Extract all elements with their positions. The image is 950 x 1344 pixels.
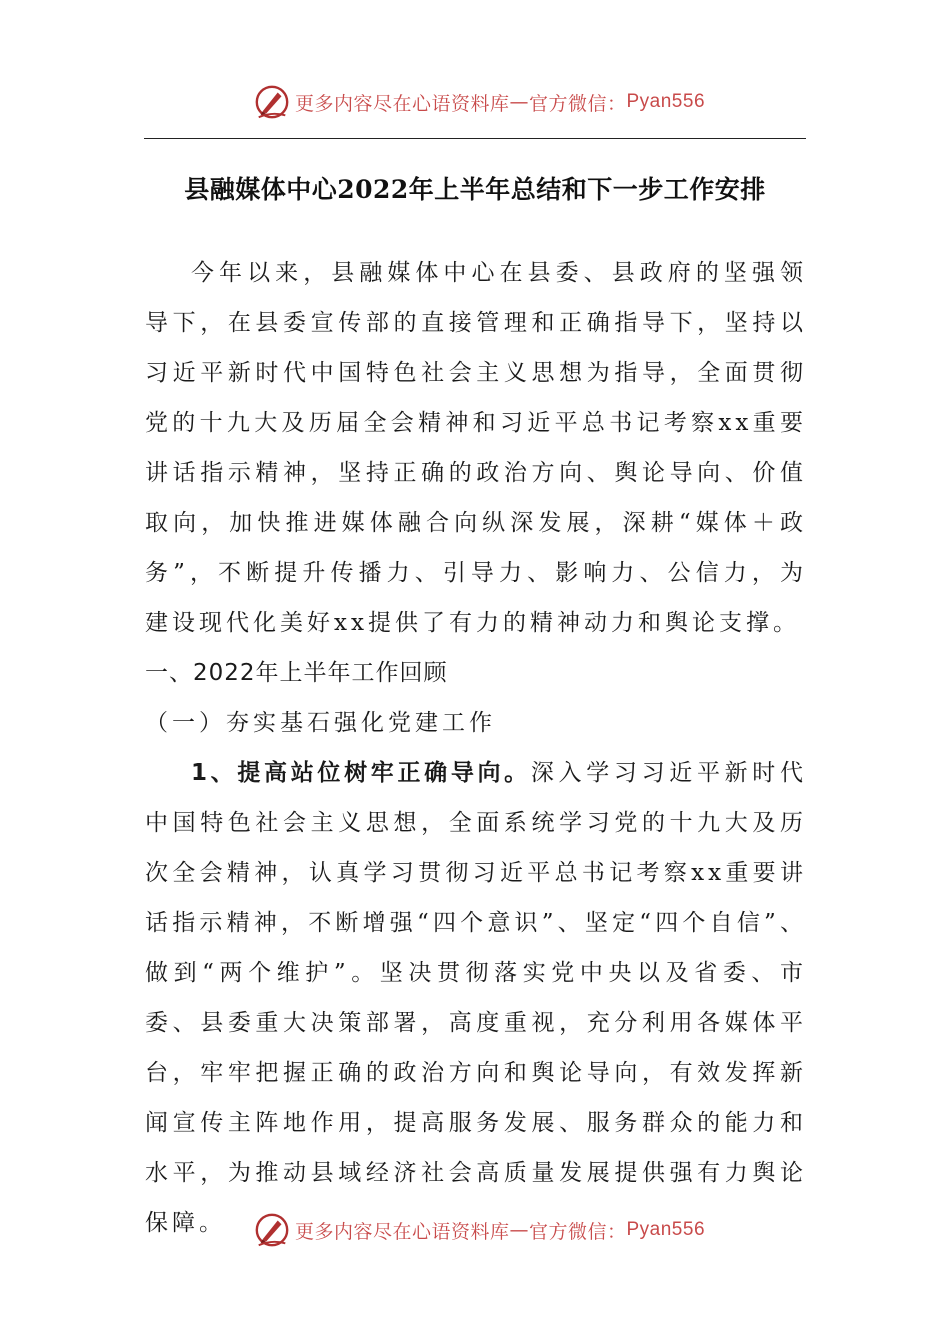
footer-watermark <box>0 1208 950 1252</box>
watermark-separator: — <box>509 91 529 113</box>
watermark-wechat-id: Pyan556 <box>626 1219 706 1240</box>
subsection-heading: （一）夯实基石强化党建工作 <box>145 710 496 736</box>
intro-paragraph: 今年以来，县融媒体中心在县委、县政府的坚强领导下，在县委宣传部的直接管理和正确指导下，坚持以习近平新时代中国特色社会主义思想为指导，全面贯彻党的十九大及历届全会精神和习近平总书记考察xx重要讲话指示精神，坚持正确的政治方向、舆论导向、价值取向，加快推进媒体融合向纵深发展，深耕“媒体＋政务”，不断提升传播力、引导力、影响力、公信力，为建设现代化美好xx提供了有力的精神动力和舆论支撑。 <box>145 260 807 636</box>
document-title: 县融媒体中心2022年上半年总结和下一步工作安排 <box>184 175 766 204</box>
document-body <box>145 248 807 1248</box>
pen-logo-icon <box>253 1211 291 1249</box>
watermark-separator: — <box>509 1219 529 1241</box>
watermark-text: 更多内容尽在心语资料库 <box>294 92 510 115</box>
item-body: 深入学习习近平新时代中国特色社会主义思想，全面系统学习党的十九大及历次全会精神，认真学习贯彻习近平总书记考察xx重要讲话指示精神，不断增强“四个意识”、坚定“四个自信”、做到“两个维护”。坚决贯彻落实党中央以及省委、市委、县委重大决策部署，高度重视，充分利用各媒体平台，牢牢把握正确的政治方向和舆论导向，有效发挥新闻宣传主阵地作用，提高服务发展、服务群众的能力和水平，为推动县域经济社会高质量发展提供强有力舆论保障。 <box>145 760 807 1236</box>
watermark-wechat-label: 官方微信： <box>528 1220 627 1243</box>
section-heading: 一、2022年上半年工作回顾 <box>145 660 448 686</box>
item-lead: 1、提高站位树牢正确导向。 <box>191 760 531 786</box>
watermark-group <box>253 1211 705 1249</box>
pen-logo-icon <box>253 83 291 121</box>
watermark-wechat-label: 官方微信： <box>528 92 627 115</box>
header-divider <box>144 138 806 139</box>
header-watermark <box>0 80 950 124</box>
watermark-wechat-id: Pyan556 <box>626 91 706 112</box>
item-paragraph <box>145 748 807 1248</box>
watermark-group <box>253 83 705 121</box>
watermark-text: 更多内容尽在心语资料库 <box>294 1220 510 1243</box>
